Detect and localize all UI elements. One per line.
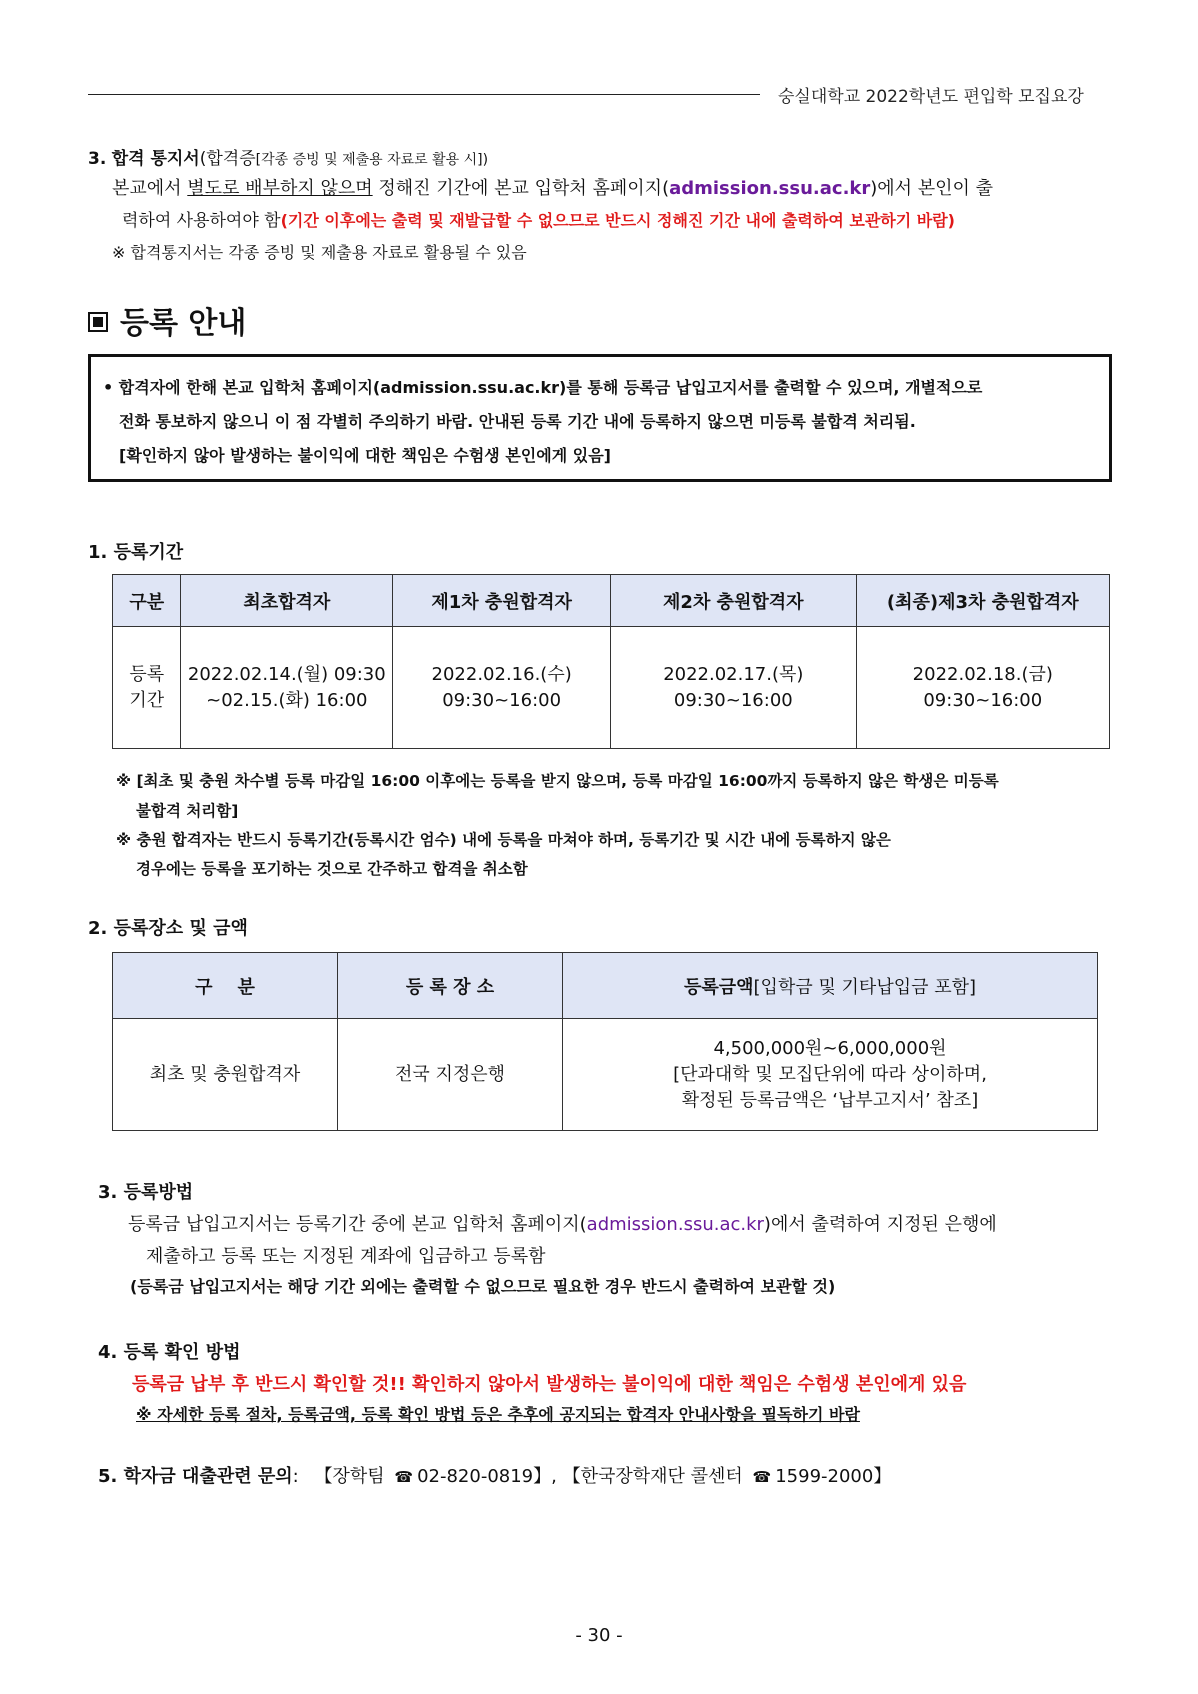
notice-url[interactable]: admission.ssu.ac.kr	[669, 178, 871, 199]
loan-phone-1: 02-820-0819】,	[417, 1466, 557, 1487]
loan-phone-2: 1599-2000】	[775, 1466, 892, 1487]
page-number: - 30 -	[575, 1625, 623, 1646]
box-line-1: • 합격자에 한해 본교 입학처 홈페이지(admission.ssu.ac.kr)를 통해 등록금 납입고지서를 출력할 수 있으며, 개별적으로	[103, 378, 983, 397]
notice-heading-small: [각종 증빙 및 제출용 자료로 활용 시])	[255, 152, 489, 168]
method-line-3: (등록금 납입고지서는 해당 기간 외에는 출력할 수 없으므로 필요한 경우 반드시 출력하여 보관할 것)	[130, 1277, 836, 1296]
period-note-1a: ※ [최초 및 충원 차수별 등록 마감일 16:00 이후에는 등록을 받지 않으며, 등록 마감일 16:00까지 등록하지 않은 학생은 미등록	[116, 772, 999, 790]
place-amount-cell: 4,500,000원~6,000,000원 [단과대학 및 모집단위에 따라 상이하며, 확정된 등록금액은 ‘납부고지서’ 참조]	[563, 1019, 1098, 1131]
notice-line-2	[122, 206, 955, 231]
period-cell: 2022.02.17.(목) 09:30~16:00	[611, 627, 857, 749]
period-header-cell: (최종)제3차 충원합격자	[856, 575, 1109, 627]
phone-icon: ☎	[394, 1468, 414, 1486]
method-line1-a: 등록금 납입고지서는 등록기간 중에 본교 입학처 홈페이지(	[128, 1214, 587, 1235]
phone-icon: ☎	[752, 1468, 772, 1486]
place-header-cell: 등록금액[입학금 및 기타납입금 포함]	[563, 953, 1098, 1019]
period-cell: 2022.02.16.(수) 09:30~16:00	[393, 627, 611, 749]
period-cell: 2022.02.18.(금) 09:30~16:00	[856, 627, 1109, 749]
square-bullet-icon	[88, 312, 108, 332]
notice-line2-a: 력하여 사용하여야 함	[122, 211, 281, 231]
place-header-cell: 등 록 장 소	[338, 953, 563, 1019]
loan-line	[98, 1462, 891, 1488]
method-line1-b: )에서 출력하여 지정된 은행에	[763, 1214, 997, 1235]
loan-kosaf: 【한국장학재단 콜센터	[562, 1466, 743, 1487]
period-table	[112, 574, 1110, 749]
place-table	[112, 952, 1098, 1131]
header-rule	[88, 94, 760, 95]
method-line-1	[128, 1210, 1116, 1236]
method-line-2: 제출하고 등록 또는 지정된 계좌에 입금하고 등록함	[146, 1246, 546, 1267]
period-header-cell: 최초합격자	[181, 575, 393, 627]
period-row-label: 등록 기간	[113, 627, 181, 749]
confirm-line-2: ※ 자세한 등록 절차, 등록금액, 등록 확인 방법 등은 추후에 공지되는 합격자 안내사항을 필독하기 바람	[136, 1405, 860, 1424]
loan-scholarship-team: 【장학팀	[314, 1466, 385, 1487]
box-line-2: 전화 통보하지 않으니 이 점 각별히 주의하기 바람. 안내된 등록 기간 내에 등록하지 않으면 미등록 불합격 처리됨.	[119, 412, 916, 431]
registration-title-text: 등록 안내	[120, 306, 247, 341]
period-header-cell: 제2차 충원합격자	[611, 575, 857, 627]
confirm-heading: 4. 등록 확인 방법	[98, 1342, 241, 1363]
registration-title	[88, 298, 246, 342]
method-url[interactable]: admission.ssu.ac.kr	[586, 1214, 764, 1235]
place-heading: 2. 등록장소 및 금액	[88, 918, 248, 939]
notice-line1-d: )에서 본인이 출	[870, 178, 994, 199]
notice-line2-red: (기간 이후에는 출력 및 재발급할 수 없으므로 반드시 정해진 기간 내에 출력하여 보관하기 바람)	[280, 211, 955, 230]
notice-line-3: ※ 합격통지서는 각종 증빙 및 제출용 자료로 활용될 수 있음	[112, 243, 527, 262]
method-heading: 3. 등록방법	[98, 1182, 194, 1203]
notice-heading-bold: 합격 통지서	[111, 149, 200, 169]
period-note-2b: 경우에는 등록을 포기하는 것으로 간주하고 합격을 취소함	[136, 860, 528, 878]
loan-colon: :	[292, 1466, 299, 1487]
notice-line1-a: 본교에서	[112, 178, 182, 199]
place-cell: 최초 및 충원합격자	[113, 1019, 338, 1131]
confirm-line-1: 등록금 납부 후 반드시 확인할 것!! 확인하지 않아서 발생하는 불이익에 대한 책임은 수험생 본인에게 있음	[132, 1374, 967, 1395]
period-cell: 2022.02.14.(월) 09:30 ~02.15.(화) 16:00	[181, 627, 393, 749]
notice-line1-underlined: 별도로 배부하지 않으며	[187, 178, 373, 199]
registration-notice-box	[88, 354, 1112, 482]
period-note-1b: 불합격 처리함]	[136, 802, 239, 820]
header-title: 숭실대학교 2022학년도 편입학 모집요강	[778, 87, 1084, 107]
period-heading: 1. 등록기간	[88, 542, 184, 563]
box-line-3: [확인하지 않아 발생하는 불이익에 대한 책임은 수험생 본인에게 있음]	[119, 446, 611, 465]
period-note-2a: ※ 충원 합격자는 반드시 등록기간(등록시간 엄수) 내에 등록을 마쳐야 하며, 등록기간 및 시간 내에 등록하지 않은	[116, 831, 891, 849]
notice-line-1	[112, 174, 1116, 200]
notice-heading-paren: (합격증	[199, 149, 256, 169]
place-cell: 전국 지정은행	[338, 1019, 563, 1131]
notice-heading-num: 3.	[88, 149, 107, 169]
place-header-cell: 구 분	[113, 953, 338, 1019]
period-header-cell: 제1차 충원합격자	[393, 575, 611, 627]
period-header-cell: 구분	[113, 575, 181, 627]
notice-heading	[88, 144, 488, 169]
loan-heading: 5. 학자금 대출관련 문의	[98, 1466, 293, 1487]
notice-line1-c: 정해진 기간에 본교 입학처 홈페이지(	[378, 178, 670, 199]
